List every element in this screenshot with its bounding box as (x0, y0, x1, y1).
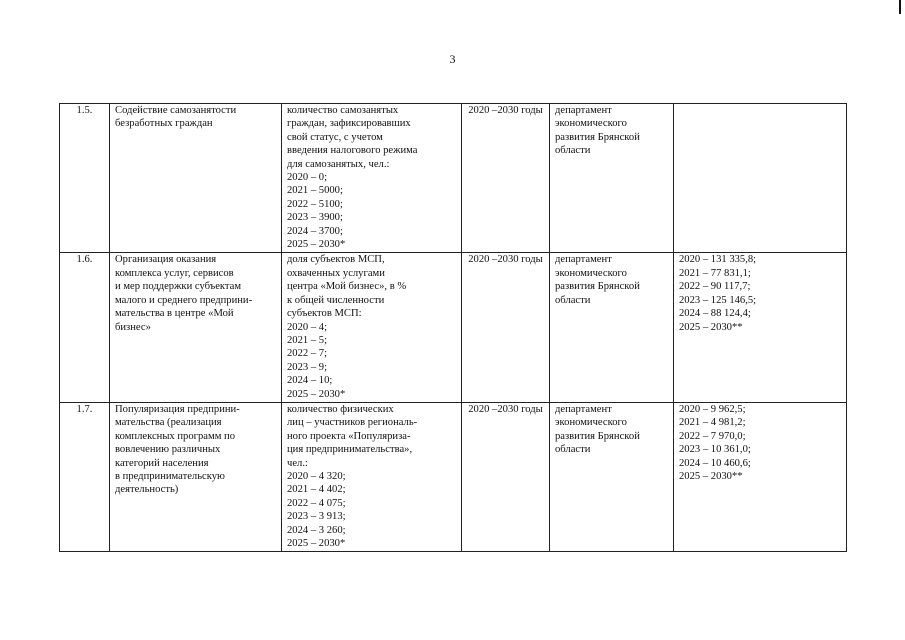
measure-indicator-line: 2021 – 5000; (287, 185, 343, 197)
measure-term-cell (462, 402, 550, 551)
measure-name-line: комплекса услуг, сервисов (115, 267, 234, 279)
table-row (60, 253, 847, 402)
measure-indicator-line: чел.: (287, 457, 308, 469)
measure-indicator-line: 2024 – 10; (287, 375, 333, 387)
measure-indicator-line: ного проекта «Популяриза- (287, 430, 411, 442)
measure-number-cell: 1.7. (60, 402, 110, 551)
measure-indicator-cell (282, 104, 462, 253)
measure-name-line: категорий населения (115, 457, 209, 469)
measure-indicator-line: 2023 – 3900; (287, 212, 343, 224)
measure-executor-line: развития Брянской (555, 430, 640, 442)
measure-indicator-line: граждан, зафиксировавших (287, 118, 411, 130)
measure-term-line: 2030 годы (497, 254, 543, 266)
measure-funding-line: 2021 – 77 831,1; (679, 267, 751, 279)
measure-name-cell (110, 104, 282, 253)
measure-name-line: деятельность) (115, 484, 179, 496)
table-row (60, 104, 847, 253)
measure-executor-line: департамент (555, 403, 612, 415)
measure-indicator-line: 2025 – 2030* (287, 239, 346, 251)
measure-indicator-line: 2020 – 4 320; (287, 470, 346, 482)
measure-funding-cell (674, 253, 847, 402)
measure-executor-line: области (555, 145, 591, 157)
measure-name-line: Организация оказания (115, 254, 217, 266)
measure-funding-line: 2021 – 4 981,2; (679, 417, 746, 429)
measure-name-line: вовлечению различных (115, 444, 221, 456)
measure-indicator-line: 2023 – 9; (287, 361, 328, 373)
measure-indicator-line: 2021 – 5; (287, 334, 328, 346)
measure-indicator-line: к общей численности (287, 294, 385, 306)
measure-term-cell (462, 253, 550, 402)
measure-funding-line: 2020 – 131 335,8; (679, 254, 757, 266)
measure-executor-line: экономического (555, 267, 627, 279)
measure-indicator-line: доля субъектов МСП, (287, 254, 385, 266)
measure-executor-cell (550, 104, 674, 253)
measure-executor-line: области (555, 294, 591, 306)
measure-funding-line: 2023 – 10 361,0; (679, 444, 751, 456)
measures-table (59, 103, 847, 552)
measure-indicator-line: свой статус, с учетом (287, 131, 383, 143)
measure-funding-line: 2024 – 10 460,6; (679, 457, 751, 469)
measure-funding-line: 2022 – 90 117,7; (679, 281, 751, 293)
measures-table-body (60, 104, 847, 552)
measure-funding-line: 2020 – 9 962,5; (679, 403, 746, 415)
measure-indicator-line: 2022 – 7; (287, 348, 328, 360)
measure-name-line: малого и среднего предприни- (115, 294, 253, 306)
measure-executor-cell (550, 402, 674, 551)
measure-indicator-line: 2025 – 2030* (287, 388, 346, 400)
measure-indicator-line: 2020 – 4; (287, 321, 328, 333)
page-number: 3 (449, 52, 456, 66)
measure-name-line: Содействие самозанятости (115, 105, 237, 116)
measure-term-cell (462, 104, 550, 253)
measure-term-line: 2030 годы (497, 403, 543, 415)
measure-name-line: в предпринимательскую (115, 470, 225, 482)
measure-executor-line: развития Брянской (555, 131, 640, 143)
page-edge-mark (899, 0, 901, 14)
measure-indicator-line: субъектов МСП: (287, 308, 362, 320)
measure-funding-line: 2025 – 2030** (679, 470, 743, 482)
measure-name-line: безработных граждан (115, 118, 213, 130)
measure-indicator-line: количество самозанятых (287, 105, 399, 116)
measure-funding-line: 2023 – 125 146,5; (679, 294, 757, 306)
measure-executor-cell (550, 253, 674, 402)
measure-indicator-line: охваченных услугами (287, 267, 385, 279)
measure-funding-line: 2025 – 2030** (679, 321, 743, 333)
measure-name-cell (110, 253, 282, 402)
measure-number-cell: 1.6. (60, 253, 110, 402)
measure-executor-line: департамент (555, 254, 612, 266)
measure-name-line: Популяризация предприни- (115, 403, 240, 415)
measure-indicator-line: для самозанятых, чел.: (287, 158, 390, 170)
measure-indicator-line: 2022 – 4 075; (287, 497, 346, 509)
measure-indicator-line: ция предпринимательства», (287, 444, 413, 456)
measure-indicator-line: 2025 – 2030* (287, 538, 346, 549)
measure-executor-line: экономического (555, 118, 627, 130)
measure-funding-cell (674, 402, 847, 551)
measure-executor-line: экономического (555, 417, 627, 429)
measure-indicator-line: центра «Мой бизнес», в % (287, 281, 407, 293)
measure-indicator-cell (282, 253, 462, 402)
measure-executor-line: развития Брянской (555, 281, 640, 293)
measure-number-cell: 1.5. (60, 104, 110, 253)
measure-funding-line: 2022 – 7 970,0; (679, 430, 746, 442)
measure-indicator-line: 2022 – 5100; (287, 198, 343, 210)
measure-executor-line: департамент (555, 105, 612, 116)
measure-term-line: 2020 – (468, 105, 498, 116)
measure-term-line: 2020 – (468, 254, 498, 266)
measure-funding-line: 2024 – 88 124,4; (679, 308, 751, 320)
measure-indicator-line: 2020 – 0; (287, 172, 328, 184)
measure-funding-cell (674, 104, 847, 253)
measure-name-line: мательства в центре «Мой (115, 308, 234, 320)
measure-name-line: мательства (реализация (115, 417, 222, 429)
measure-term-line: 2030 годы (497, 105, 543, 116)
measure-indicator-line: введения налогового режима (287, 145, 418, 157)
measure-executor-line: области (555, 444, 591, 456)
measure-indicator-line: 2023 – 3 913; (287, 511, 346, 523)
measure-indicator-line: количество физических (287, 403, 394, 415)
measure-indicator-cell (282, 402, 462, 551)
measure-name-cell (110, 402, 282, 551)
table-row (60, 402, 847, 551)
measure-indicator-line: 2021 – 4 402; (287, 484, 346, 496)
measure-term-line: 2020 – (468, 403, 498, 415)
measure-name-line: комплексных программ по (115, 430, 236, 442)
measure-indicator-line: 2024 – 3 260; (287, 524, 346, 536)
measure-indicator-line: лиц – участников региональ- (287, 417, 418, 429)
measure-name-line: бизнес» (115, 321, 151, 333)
measure-name-line: и мер поддержки субъектам (115, 281, 242, 293)
measure-indicator-line: 2024 – 3700; (287, 225, 343, 237)
